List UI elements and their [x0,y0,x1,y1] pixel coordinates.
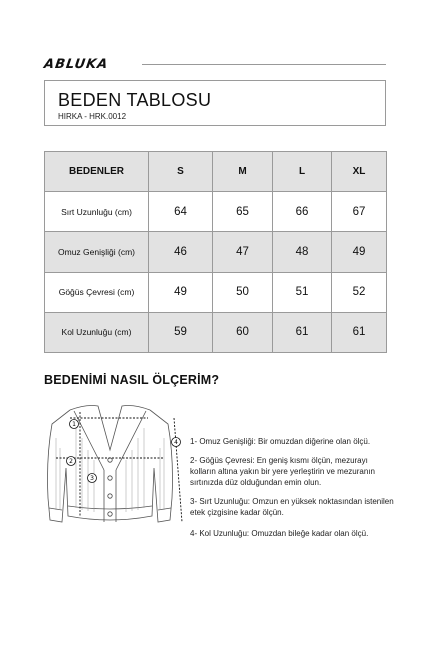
table-cell: 47 [213,232,273,272]
table-cell: 59 [149,312,213,352]
table-cell: 61 [273,312,332,352]
column-header: S [149,152,213,192]
title-box [44,80,386,126]
cardigan-sketch [36,398,186,538]
size-table [44,151,387,353]
column-header: BEDENLER [45,152,149,192]
section-title: BEDENİMİ NASIL ÖLÇERİM? [44,373,220,387]
table-cell: 50 [213,272,273,312]
brand-logo: ABLUKA [42,57,110,72]
button-icon [108,458,112,462]
table-row [45,312,387,352]
note-shoulder-width: 1- Omuz Genişliği: Bir omuzdan diğerine olan ölçü. [190,437,371,446]
button-icon [108,476,112,480]
table-cell: 60 [213,312,273,352]
marker-label: 4 [174,439,178,447]
column-header: XL [332,152,387,192]
table-header-row [45,152,387,192]
table-cell: 61 [332,312,387,352]
row-label: Göğüs Çevresi (cm) [45,272,149,312]
product-code: HIRKA - HRK.0012 [58,112,127,121]
note-chest: 2- Göğüs Çevresi: En geniş kısmı ölçün, mezurayı kolların altına yakın bir yere yerleştirin ve mezuranın sırtınızda düz olduğundan emin olun. [190,456,375,487]
table-cell: 52 [332,272,387,312]
page-title: BEDEN TABLOSU [58,90,212,110]
note-sleeve-length: 4- Kol Uzunluğu: Omuzdan bileğe kadar olan ölçü. [190,529,369,538]
sleeve-measure-line [174,418,182,522]
marker-label: 2 [69,458,73,466]
table-cell: 46 [149,232,213,272]
row-label: Kol Uzunluğu (cm) [45,312,149,352]
note-back-length: 3- Sırt Uzunluğu: Omzun en yüksek noktasından istenilen etek çizgisine kadar ölçün. [190,497,394,517]
column-header: M [213,152,273,192]
table-cell: 49 [332,232,387,272]
table-cell: 51 [273,272,332,312]
header-divider [142,64,386,65]
row-label: Sırt Uzunluğu (cm) [45,192,149,232]
table-cell: 64 [149,192,213,232]
table-cell: 48 [273,232,332,272]
column-header: L [273,152,332,192]
button-icon [108,512,112,516]
button-icon [108,494,112,498]
table-cell: 49 [149,272,213,312]
table-cell: 67 [332,192,387,232]
table-row [45,272,387,312]
row-label: Omuz Genişliği (cm) [45,232,149,272]
table-row [45,232,387,272]
marker-label: 3 [90,475,94,483]
table-row [45,192,387,232]
table-cell: 66 [273,192,332,232]
table-cell: 65 [213,192,273,232]
marker-label: 1 [72,421,76,429]
